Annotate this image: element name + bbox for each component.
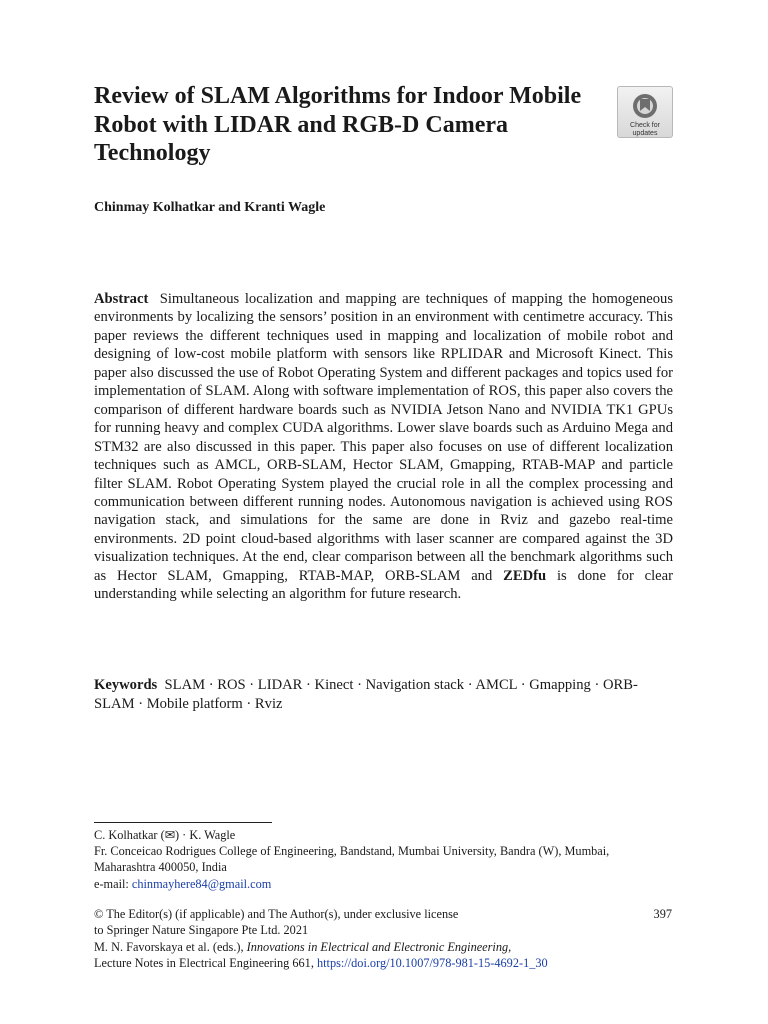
crossmark-icon [631, 92, 659, 120]
keywords [94, 676, 673, 713]
footnote-divider [94, 822, 272, 823]
keywords-list: SLAM · ROS · LIDAR · Kinect · Navigation stack · AMCL · Gmapping · ORB-SLAM · Mobile platform · Rviz [94, 677, 638, 712]
paper-title: Review of SLAM Algorithms for Indoor Mobile Robot with LIDAR and RGB-D Camera Technology [94, 83, 582, 166]
abstract-bold-term: ZEDfu [503, 567, 547, 584]
envelope-icon: ✉ [164, 828, 176, 842]
doi-link[interactable]: https://doi.org/10.1007/978-981-15-4692-1_30 [316, 955, 548, 970]
footnote-authors: C. Kolhatkar (✉) · K. Wagle [94, 828, 236, 842]
abstract-label: Abstract [94, 291, 149, 307]
author-list: Chinmay Kolhatkar and Kranti Wagle [94, 200, 326, 215]
book-title: Innovations in Electrical and Electronic Engineering [246, 939, 509, 954]
footnote-email: e-mail: chinmayhere84@gmail.com [94, 876, 272, 891]
abstract-text: Simultaneous localization and mapping are techniques of mapping the homogeneous environments by localizing the sensors’ position in an environment with centimetre accuracy. This paper reviews the different techniques used in mapping and localization of mobile robot and designing of low-cost mobile platform with sensors like RPLIDAR and Microsoft Kinect. This paper also discussed the use of Robot Operating System and different packages and topics used for implementation of SLAM. Along with software implementation of ROS, this paper also covers the comparison of different hardware boards such as NVIDIA Jetson Nano and NVIDIA TK1 GPUs for running heavy and complex CUDA algorithms. Lower slave boards such as Arduino Mega and STM32 are also discussed in this paper. This paper also focuses on use of different localization techniques such as AMCL, ORB-SLAM, Hector SLAM, Gmapping, RTAB-MAP and particle filter SLAM. Robot Operating System played the crucial role in all the complex processing and communication between different running nodes. Autonomous navigation is achieved using ROS navigation stack, and simulations for the same are done in Rviz and gazebo real-time environments. 2D point cloud-based algorithms with laser scanner are compared against the 3D visualization techniques. At the end, clear comparison between all the benchmark algorithms such as Hector SLAM, Gmapping, RTAB-MAP, ORB-SLAM and [94, 291, 674, 584]
footnote-affiliation: Fr. Conceicao Rodrigues College of Engineering, Bandstand, Mumbai University, Bandra (W), Mumbai, Maharashtra 400050, India [94, 844, 610, 875]
series-line: Lecture Notes in Electrical Engineering 661, https://doi.org/10.1007/978-981-15-4692-1_30 [94, 955, 548, 970]
copyright-line-2: to Springer Nature Singapore Pte Ltd. 2021 [94, 923, 309, 938]
abstract-text-end: is done for clear understanding while selecting an algorithm for future research. [94, 567, 673, 603]
author-footnote [94, 827, 673, 892]
copyright-block [94, 906, 673, 971]
copyright-line-1: © The Editor(s) (if applicable) and The Author(s), under exclusive license [94, 907, 459, 921]
abstract [94, 290, 673, 604]
badge-label: Check for updates [630, 122, 660, 137]
email-link[interactable]: chinmayhere84@gmail.com [131, 876, 272, 891]
citation-line: M. N. Favorskaya et al. (eds.), Innovations in Electrical and Electronic Engineering, [94, 939, 512, 954]
check-for-updates-badge[interactable] [617, 86, 673, 138]
page-number: 397 [653, 907, 672, 921]
keywords-label: Keywords [94, 677, 158, 693]
